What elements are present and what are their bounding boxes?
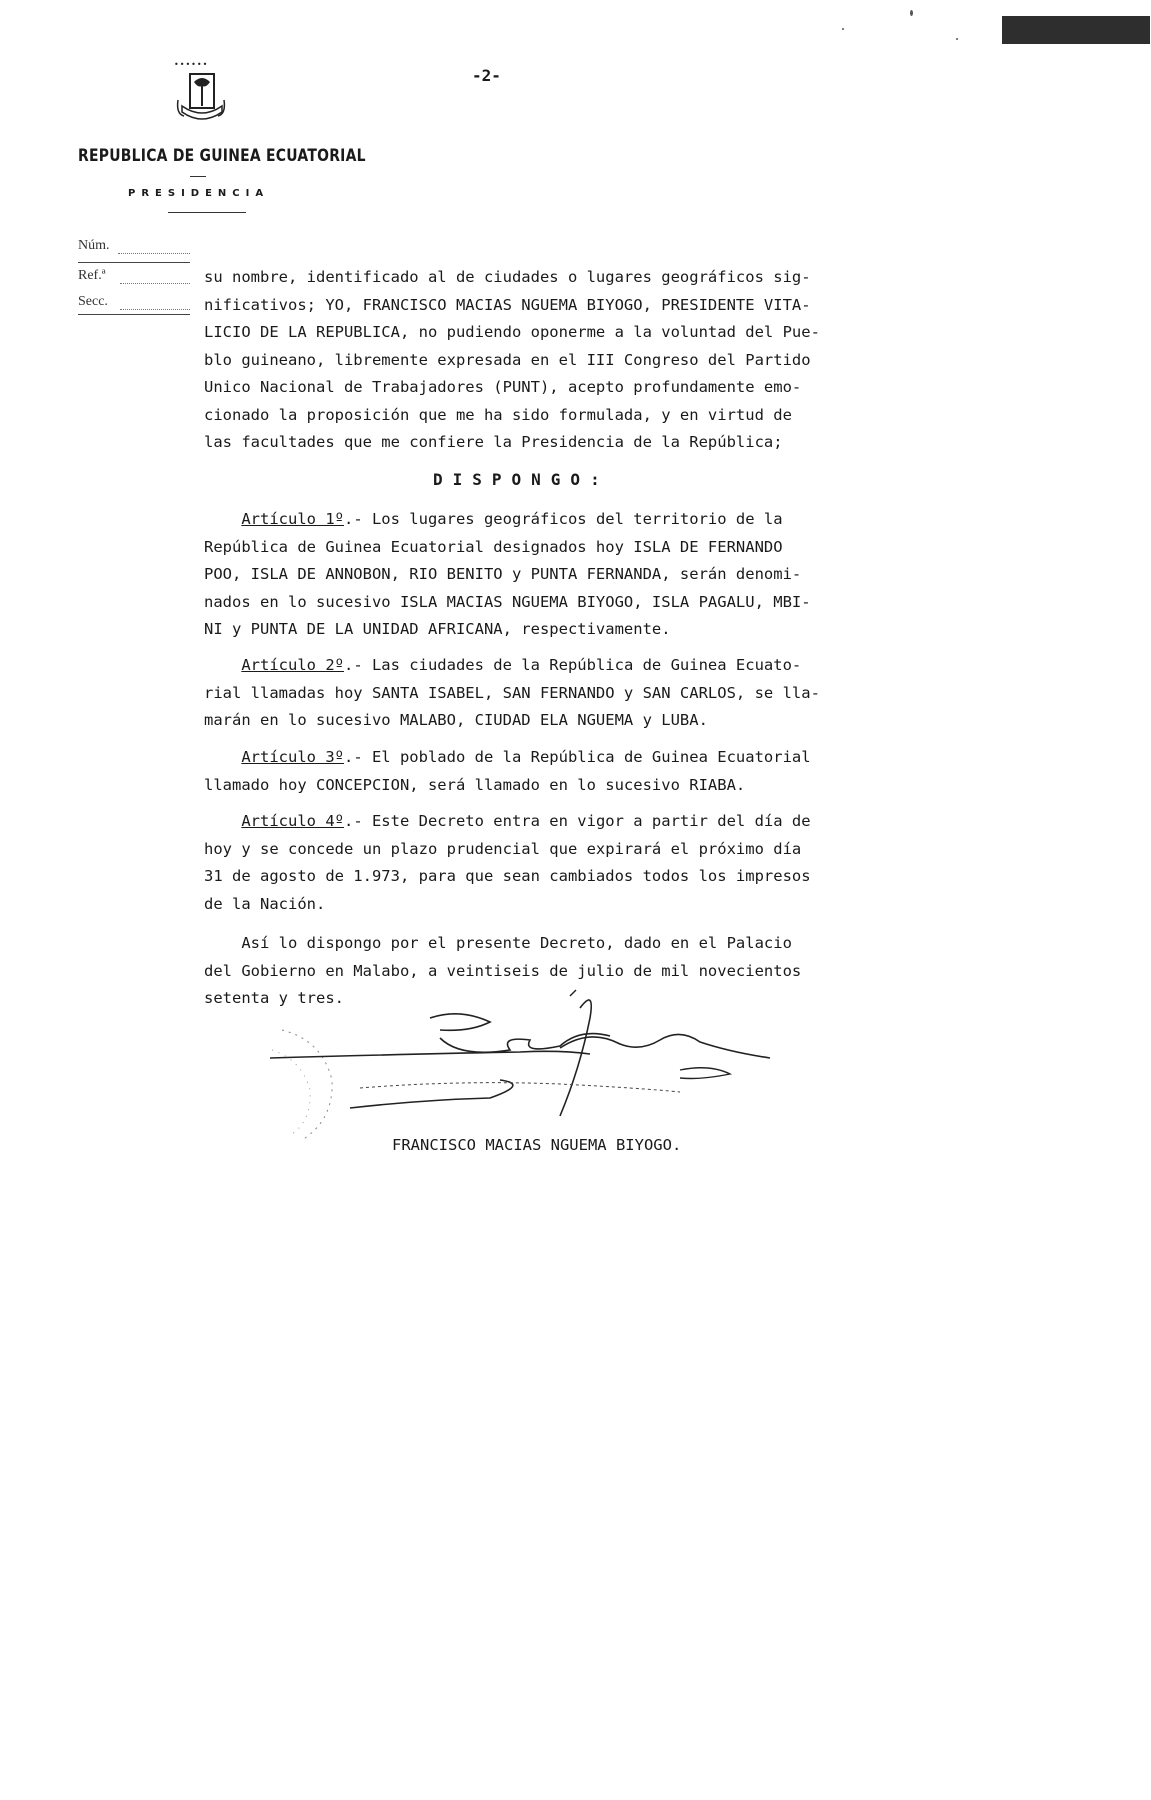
scan-edge-bar: [1002, 16, 1150, 44]
emblem-stars: ••••••: [174, 60, 209, 69]
divider: [168, 212, 246, 213]
divider: [78, 262, 190, 263]
article-heading: Artículo 1º: [241, 510, 344, 528]
article-heading: Artículo 2º: [241, 656, 344, 674]
article-text: .- Los lugares geográficos del territorio de la República de Guinea Ecuatorial designados hoy ISLA DE FERNANDO POO, ISLA DE ANNOBON, RIO BENITO y PUNTA FERNANDA, serán denomi- nados en lo sucesivo ISLA MACIAS NGUEMA BIYOGO, ISLA PAGALU, MBI- NI y PUNTA DE LA UNIDAD AFRICANA, respectivamente.: [204, 510, 811, 638]
intro-paragraph: su nombre, identificado al de ciudades o lugares geográficos sig- nificativos; YO, FRANCISCO MACIAS NGUEMA BIYOGO, PRESIDENTE VITA- LICIO DE LA REPUBLICA, no pudiendo oponerme a la voluntad del Pue- blo guineano, libremente expresada en el III Congreso del Partido Unico Nacional de Trabajadores (PUNT), acepto profundamente emo- cionado la proposición que me ha sido formulada, y en virtud de las facultades que me confiere la Presidencia de la República;: [204, 268, 820, 451]
divider: [190, 176, 206, 177]
page-number: -2-: [472, 66, 501, 85]
article-4: [204, 808, 904, 918]
article-text: .- Este Decreto entra en vigor a partir del día de hoy y se concede un plazo prudencial que expirará el próximo día 31 de agosto de 1.973, para que sean cambiados todos los impresos de la Nación.: [204, 812, 811, 913]
article-text: .- Las ciudades de la República de Guinea Ecuato- rial llamadas hoy SANTA ISABEL, SAN FERNANDO y SAN CARLOS, se lla- marán en lo sucesivo MALABO, CIUDAD ELA NGUEMA y LUBA.: [204, 656, 820, 729]
country-heading: REPUBLICA DE GUINEA ECUATORIAL: [78, 146, 366, 166]
handwritten-signature: [260, 988, 800, 1138]
num-field-line: [118, 252, 190, 254]
secc-field-line: [120, 308, 190, 310]
office-heading: PRESIDENCIA: [128, 188, 270, 199]
secc-field-label: Secc.: [78, 294, 108, 309]
scan-speck: [842, 28, 844, 30]
article-text: .- El poblado de la República de Guinea Ecuatorial llamado hoy CONCEPCION, será llamado en lo sucesivo RIABA.: [204, 748, 811, 794]
scan-speck: [956, 38, 958, 40]
ref-field-line: [120, 282, 190, 284]
dispongo-heading: DISPONGO:: [433, 470, 610, 489]
ref-field-label: Ref.ª: [78, 268, 106, 283]
divider: [78, 314, 190, 315]
num-field-label: Núm.: [78, 238, 110, 253]
article-2: [204, 652, 904, 735]
article-heading: Artículo 3º: [241, 748, 344, 766]
coat-of-arms-icon: [168, 60, 234, 146]
scan-speck: [910, 10, 913, 16]
article-heading: Artículo 4º: [241, 812, 344, 830]
closing-text: Así lo dispongo por el presente Decreto, dado en el Palacio del Gobierno en Malabo, a veintiseis de julio de mil novecientos setenta y tres.: [204, 934, 802, 1007]
article-3: [204, 744, 904, 799]
article-1: [204, 506, 904, 644]
signer-name: FRANCISCO MACIAS NGUEMA BIYOGO.: [392, 1136, 682, 1154]
